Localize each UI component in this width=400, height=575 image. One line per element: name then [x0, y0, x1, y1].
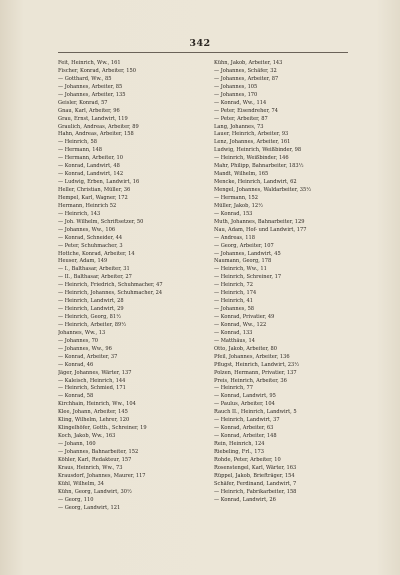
directory-entry: Polzen, Hermann, Privatier, 137: [214, 369, 297, 376]
directory-entry: — Heinrich, Friedrich, Schuhmacher, 47: [58, 282, 163, 289]
directory-entry: — Konrad, Ww., 122: [214, 321, 267, 328]
directory-entry: Mahr, Philipp, Bahnarbeiter, 183½: [214, 163, 304, 170]
directory-entry: — Peter, Eisendreher, 74: [214, 107, 278, 114]
directory-entry: Pfeil, Johannes, Arbeiter, 136: [214, 353, 290, 360]
directory-entry: Geisler, Konrad, 57: [58, 99, 108, 106]
directory-entry: — Heinrich, Fabrikarbeiter, 158: [214, 488, 297, 495]
directory-entry: — Peter, Schuhmacher, 3: [58, 242, 123, 249]
directory-entry: — Johannes, 58: [214, 306, 255, 313]
directory-entry: Rein, Heinrich, 124: [214, 441, 265, 447]
directory-entry: Johannes, Ww., 13: [58, 329, 106, 336]
directory-entry: — Heinrich, 72: [214, 282, 253, 289]
directory-entry: — Johannes, Bahnarbeiter, 152: [58, 448, 139, 455]
directory-entry: — Heinrich, Georg, 81½: [58, 314, 122, 320]
directory-entry: Müller, Jakob, 12½: [214, 202, 264, 209]
directory-entry: Köhler, Karl, Redakteur, 157: [58, 456, 132, 463]
directory-entry: — Johannes, Arbeiter, 135: [58, 91, 126, 98]
directory-entry: Lang, Johannes, 73: [214, 123, 264, 130]
header-rule: [58, 52, 348, 53]
directory-entry: — Konrad, 133: [214, 329, 253, 336]
directory-entry: — Johann, 160: [58, 441, 96, 447]
directory-entry: — Johannes, Schäfer, 32: [214, 67, 277, 74]
directory-entry: Mengel, Johannes, Waldarbeiter, 35½: [214, 187, 312, 193]
directory-entry: — Johannes, Arbeiter, 87: [214, 75, 279, 82]
directory-entry: Rauch II., Heinrich, Landwirt, 5: [214, 409, 297, 416]
right-column: [214, 60, 362, 505]
directory-entry: Klingelhöfer, Gotth., Schreiner, 19: [58, 425, 147, 432]
directory-entry: — Konrad, Arbeiter, 63: [214, 425, 274, 432]
directory-entry: — Johannes, Ww., 96: [58, 345, 112, 352]
directory-entry: — Johannes, Ww., 106: [58, 226, 116, 233]
directory-entry: Riebeling, Frl., 173: [214, 448, 264, 455]
directory-entry: Muth, Johannes, Bahnarbeiter, 129: [214, 218, 305, 225]
directory-entry: — Hermann, 148: [58, 147, 102, 154]
directory-entry: — Georg, Arbeiter, 107: [214, 242, 274, 249]
directory-entry: Kirchhain, Heinrich, Ww., 104: [58, 401, 136, 408]
directory-entry: Rüppel, Jakob, Briefträger, 154: [214, 472, 295, 479]
directory-entry: Graulich, Andreas, Arbeiter, 89: [58, 123, 139, 130]
directory-entry: — Joh. Wilhelm, Schriftsetzer, 50: [58, 218, 144, 225]
directory-entry: — Konrad, Schneider, 44: [58, 234, 123, 241]
directory-entry: — Hermann, 152: [214, 194, 258, 201]
directory-entry: — Peter, Arbeiter, 87: [214, 115, 268, 122]
directory-entry: Naumann, Georg, 178: [214, 258, 272, 265]
directory-entry: Nau, Adam, Hof- und Landwirt, 177: [214, 226, 307, 233]
directory-entry: — Hermann, Arbeiter, 10: [58, 155, 123, 162]
directory-entry: Feit, Heinrich, Ww., 161: [58, 60, 121, 66]
directory-entry: — Paulus, Arbeiter, 104: [214, 401, 275, 408]
directory-entry: Mandt, Wilhelm, 165: [214, 171, 269, 178]
directory-entry: — Heinrich, Landwirt, 28: [58, 298, 124, 305]
page-number: 342: [189, 38, 211, 49]
directory-entry: — Johannes, 105: [214, 83, 258, 90]
directory-entry: Hottche, Konrad, Arbeiter, 14: [58, 250, 135, 257]
directory-entry: Krausdorf, Johannes, Maurer, 117: [58, 472, 146, 479]
directory-entry: — Heinrich, 143: [58, 210, 101, 217]
directory-entry: — Matthäus, 14: [214, 337, 255, 344]
directory-entry: — Konrad, Arbeiter, 37: [58, 353, 118, 360]
directory-entry: Hermann, Heinrich 52: [58, 202, 117, 209]
directory-entry: — Heinrich, Weißbinder, 146: [214, 155, 289, 162]
directory-entry: — Konrad, 58: [58, 393, 94, 400]
directory-entry: Koch, Jakob, Ww., 163: [58, 433, 116, 440]
directory-entry: — Kaleisch, Heinrich, 144: [58, 377, 126, 384]
directory-entry: — Johannes, 170: [214, 91, 258, 98]
directory-entry: Klee, Johann, Arbeiter, 145: [58, 409, 128, 416]
directory-entry: Kling, Wilhelm, Lehrer, 120: [58, 417, 130, 424]
directory-entry: — Konrad, Landwirt, 26: [214, 496, 276, 503]
directory-entry: — Ludwig, Erben, Landwirt, 16: [58, 179, 140, 186]
directory-entry: — Heinrich, 174: [214, 290, 257, 297]
directory-entry: Preis, Heinrich, Arbeiter, 36: [214, 377, 287, 384]
directory-entry: — Heinrich, 58: [58, 139, 97, 146]
directory-entry: Grau, Ernst, Landwirt, 119: [58, 115, 128, 122]
directory-entry: Heuser, Adam, 149: [58, 258, 108, 265]
directory-entry: — Konrad, 153: [214, 210, 253, 217]
directory-entry: — Konrad, 46: [58, 361, 94, 368]
directory-entry: Kühn, Jakob, Arbeiter, 143: [214, 60, 283, 66]
directory-entry: — Heinrich, Landwirt, 29: [58, 306, 124, 313]
directory-entry: — Konrad, Privatier, 49: [214, 314, 275, 320]
directory-entry: Pflugst, Heinrich, Landwirt, 23½: [214, 361, 300, 368]
directory-entry: Rohde, Peter, Arbeiter, 10: [214, 456, 281, 463]
directory-entry: — II., Balthasar, Arbeiter, 27: [58, 274, 132, 281]
directory-entry: — Konrad, Ww., 114: [214, 99, 267, 106]
directory-entry: — Heinrich, 77: [214, 385, 253, 392]
directory-entry: Ludwig, Heinrich, Weißbinder, 98: [214, 147, 302, 154]
directory-entry: Kraus, Heinrich, Ww., 73: [58, 464, 123, 471]
directory-entry: — Heinrich, Johannes, Schuhmacher, 24: [58, 290, 163, 297]
left-column: [58, 60, 206, 512]
directory-entry: — Johannes, Landwirt, 45: [214, 250, 281, 257]
directory-entry: Schäfer, Ferdinand, Landwirt, 7: [214, 480, 297, 487]
directory-entry: — Gotthard, Ww., 85: [58, 75, 112, 82]
directory-entry: Lenz, Johannes, Arbeiter, 161: [214, 139, 291, 146]
directory-entry: — Heinrich, Landwirt, 37: [214, 417, 280, 424]
directory-entry: Heller, Christian, Müller, 36: [58, 187, 131, 193]
directory-entry: — Johannes, Arbeiter, 85: [58, 83, 123, 90]
directory-entry: Hahn, Andreas, Arbeiter, 158: [58, 131, 134, 138]
directory-entry: — Konrad, Landwirt, 95: [214, 393, 276, 400]
directory-entry: — Heinrich, 41: [214, 298, 253, 305]
directory-entry: — Konrad, Landwirt, 48: [58, 163, 120, 170]
directory-entry: Hempel, Karl, Wagner, 172: [58, 194, 128, 201]
directory-entry: Mencke, Heinrich, Landwirt, 62: [214, 179, 297, 186]
directory-entry: Jäger, Johannes, Wärter, 137: [58, 369, 132, 376]
directory-entry: Kühl, Wilhelm, 34: [58, 480, 105, 487]
directory-entry: Otto, Jakob, Arbeiter, 80: [214, 345, 277, 352]
directory-entry: — Heinrich, Ww., 11: [214, 266, 267, 273]
directory-entry: — Andreas, 118: [214, 234, 255, 241]
directory-entry: — Konrad, Arbeiter, 148: [214, 433, 277, 440]
directory-entry: Rosenstengel, Karl, Wärter, 163: [214, 464, 297, 471]
directory-entry: — Heinrich, Arbeiter, 89½: [58, 321, 127, 328]
directory-entry: Kühn, Georg, Landwirt, 30½: [58, 488, 132, 495]
directory-entry: Fischer, Konrad, Arbeiter, 150: [58, 67, 136, 74]
directory-entry: — Heinrich, Schreiner, 17: [214, 274, 282, 281]
directory-entry: — Johannes, 70: [58, 337, 99, 344]
directory-entry: — Georg, Landwirt, 121: [58, 504, 121, 511]
directory-entry: — I., Balthasar, Arbeiter, 31: [58, 266, 130, 273]
directory-entry: Lauer, Heinrich, Arbeiter, 93: [214, 131, 289, 138]
directory-entry: — Georg, 110: [58, 496, 94, 503]
directory-entry: — Konrad, Landwirt, 142: [58, 171, 124, 178]
directory-entry: — Heinrich, Schmied, 171: [58, 385, 126, 392]
directory-entry: Gnau, Karl, Arbeiter, 96: [58, 107, 120, 114]
